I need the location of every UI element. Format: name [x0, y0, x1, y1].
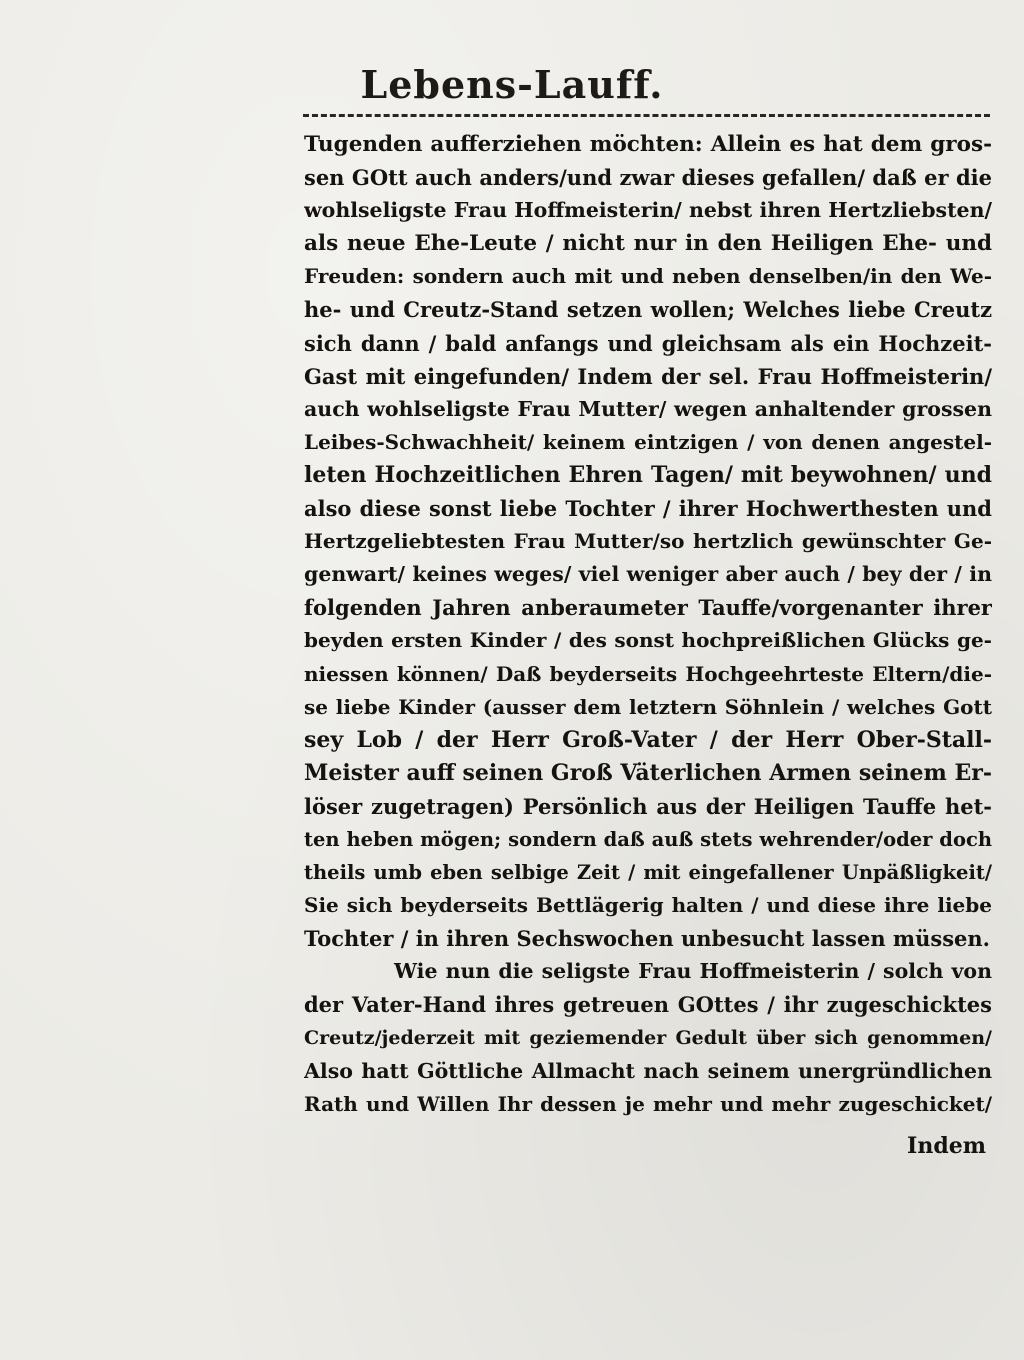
text-line: auch wohlseligste Frau Mutter/ wegen anhaltender grossen	[304, 396, 992, 421]
text-line: Meister auff seinen Groß Väterlichen Armen seinem Er-	[304, 759, 992, 786]
text-line: ten heben mögen; sondern daß auß stets wehrender/oder doch	[304, 827, 992, 851]
text-line-paragraph-start: Wie nun die seligste Frau Hoffmeisterin / solch von	[394, 959, 992, 984]
text-line: sich dann / bald anfangs und gleichsam als ein Hochzeit-	[304, 330, 992, 356]
header-rule	[303, 114, 990, 117]
text-line: Leibes-Schwachheit/ keinem eintzigen / von denen angestel-	[304, 429, 992, 454]
text-line: Creutz/jederzeit mit geziemender Gedult über sich genommen/	[304, 1026, 992, 1049]
text-line: Gast mit eingefunden/ Indem der sel. Frau Hoffmeisterin/	[304, 363, 992, 389]
text-line: Sie sich beyderseits Bettlägerig halten / und diese ihre liebe	[304, 893, 992, 918]
text-line: Tochter / in ihren Sechswochen unbesucht lassen müssen.	[304, 926, 990, 952]
text-line: wohlseligste Frau Hoffmeisterin/ nebst ihren Hertzliebsten/	[304, 198, 992, 223]
text-line: Freuden: sondern auch mit und neben denselben/in den We-	[304, 264, 992, 289]
text-line: leten Hochzeitlichen Ehren Tagen/ mit beywohnen/ und	[304, 461, 992, 488]
text-line: Tugenden aufferziehen möchten: Allein es hat dem gros-	[304, 132, 992, 157]
text-line: sen GOtt auch anders/und zwar dieses gefallen/ daß er die	[304, 165, 992, 191]
text-line: der Vater-Hand ihres getreuen GOttes / ihr zugeschicktes	[304, 992, 992, 1018]
text-line: Also hatt Göttliche Allmacht nach seinem unergründlichen	[304, 1058, 992, 1083]
text-line: se liebe Kinder (ausser dem letztern Söhnlein / welches Gott	[304, 694, 992, 719]
text-line: Hertzgeliebtesten Frau Mutter/so hertzlich gewünschter Ge-	[304, 529, 992, 554]
text-line: folgenden Jahren anberaumeter Tauffe/vorgenanter ihrer	[304, 595, 992, 621]
text-line: also diese sonst liebe Tochter / ihrer Hochwerthesten und	[304, 496, 992, 522]
body-text	[304, 128, 992, 1121]
text-line: theils umb eben selbige Zeit / mit eingefallener Unpäßligkeit/	[304, 861, 992, 885]
running-title: Lebens-Lauff.	[360, 62, 664, 107]
text-line: genwart/ keines weges/ viel weniger aber auch / bey der / in	[304, 562, 992, 587]
text-line: als neue Ehe-Leute / nicht nur in den Heiligen Ehe- und	[304, 231, 992, 257]
text-line: löser zugetragen) Persönlich aus der Heiligen Tauffe het-	[304, 793, 992, 819]
text-line: Rath und Willen Ihr dessen je mehr und mehr zugeschicket/	[304, 1091, 992, 1116]
catchword: Indem	[907, 1133, 986, 1159]
text-line: beyden ersten Kinder / des sonst hochpreißlichen Glücks ge-	[304, 628, 992, 653]
text-line: he- und Creutz-Stand setzen wollen; Welches liebe Creutz	[304, 297, 992, 323]
text-line: sey Lob / der Herr Groß-Vater / der Herr Ober-Stall-	[304, 726, 992, 753]
text-line: niessen können/ Daß beyderseits Hochgeehrteste Eltern/die-	[304, 661, 992, 686]
